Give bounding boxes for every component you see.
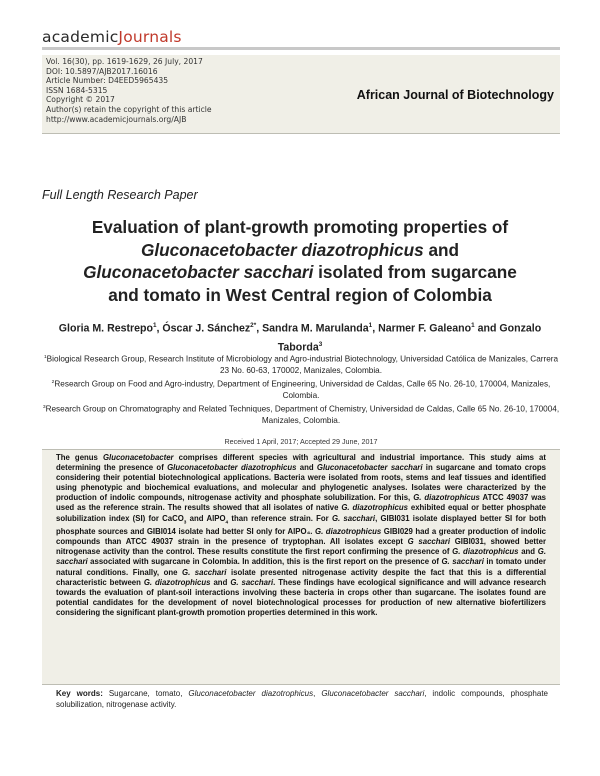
abstract-box	[42, 449, 560, 685]
title-line-3: Gluconacetobacter sacchari isolated from sugarcane	[83, 262, 517, 282]
paper-title	[40, 216, 560, 306]
abstract-text	[56, 453, 546, 618]
abstract-text: . These findings have ecological significance and will advance research towards the evaluation of plant-soil interactions involving these bacteria in crops other than sugarcane. The isolates found are potential candidates for the development of novel biotechnological processes for production of new alternative biofertilizers considering the significant plant-growth promotion properties determined in this work.	[56, 577, 546, 617]
keywords-text: ,	[313, 689, 322, 698]
abstract-species-name: G. sacchari	[331, 513, 376, 523]
author-separator: ,	[372, 322, 379, 335]
affiliation-text: Biological Research Group, Research Institute of Microbiology and Agro-industrial Biotechnology, Universidad Católica de Manizales, Carrera 23 No. 60-63, 170002, Manizales, Colombia.	[46, 354, 559, 376]
abstract-species-name: G. diazotrophicus	[341, 503, 408, 513]
author-name: Sandra M. Marulanda	[262, 322, 369, 335]
abstract-text: and	[518, 547, 538, 557]
abstract-subscript: 4	[225, 519, 229, 525]
header-divider	[42, 47, 560, 50]
abstract-text: and	[296, 463, 317, 473]
title-line-4: and tomato in West Central region of Colombia	[108, 284, 492, 305]
meta-article-number: Article Number: D4EED5965435	[46, 76, 169, 86]
abstract-text: and	[210, 577, 231, 587]
author-name: Óscar J. Sánchez	[162, 322, 251, 335]
meta-doi: DOI: 10.5897/AJB2017.16016	[46, 66, 158, 76]
affiliation-item	[42, 377, 560, 401]
title-species-1: Gluconacetobacter diazotrophicus	[140, 239, 424, 260]
author-name: Gonzalo Taborda	[277, 322, 542, 354]
abstract-species-name: G. sacchari	[182, 567, 227, 577]
abstract-text: GIBI031, showed better nitrogenase activity than the control. These results constitute the first report confirming the presence of	[56, 537, 546, 557]
affiliation-number: 1	[43, 355, 47, 360]
abstract-text: associated with sugarcane in Colombia. In addition, this is the first report on the presence of	[87, 557, 442, 567]
author-separator: ,	[256, 322, 263, 335]
abstract-text: isolate presented nitrogenase activity despite the fact that this is a differential characteristic between	[56, 567, 547, 587]
publisher-logo-part2: Journals	[118, 28, 182, 46]
author-separator: ,	[156, 322, 163, 335]
keywords	[56, 689, 548, 710]
affiliation-item	[42, 402, 560, 426]
received-accepted-dates: Received 1 April, 2017; Accepted 29 June, 2017	[224, 437, 378, 446]
meta-author-rights: Author(s) retain the copyright of this article	[46, 104, 212, 114]
author-affiliation-marker: 2*	[250, 322, 257, 329]
abstract-text: ATCC 49037 was used as the reference strain. The results showed that all isolates of native	[56, 493, 546, 513]
author-affiliation-marker: 1	[368, 322, 373, 329]
abstract-species-name: G. sacchari	[230, 577, 274, 587]
abstract-species-name: Gluconacetobacter diazotrophicus	[167, 463, 297, 473]
author-affiliation-marker: 1	[471, 322, 475, 329]
title-line-1: Evaluation of plant-growth promoting properties of	[91, 217, 509, 237]
author-affiliation-marker: 1	[152, 322, 157, 329]
keywords-species-name: Gluconacetobacter diazotrophicus	[188, 689, 314, 698]
abstract-species-name: G sacchari	[407, 537, 451, 547]
author-name: Narmer F. Galeano	[378, 322, 472, 335]
abstract-species-name: G. sacchari	[441, 557, 484, 567]
meta-url: http://www.academicjournals.org/AJB	[46, 114, 187, 124]
meta-volume: Vol. 16(30), pp. 1619-1629, 26 July, 2017	[46, 57, 203, 66]
abstract-text: The genus	[56, 453, 103, 462]
author-affiliation-marker: 3	[318, 340, 323, 348]
keywords-text: Sugarcane, tomato,	[102, 689, 189, 698]
abstract-text: comprises different species with agricultural and industrial importance. This study aims at determining the presence of	[56, 453, 546, 473]
abstract-subscript: 3	[183, 519, 187, 525]
abstract-species-name: Gluconacetobacter sacchari	[316, 463, 423, 473]
author-list	[40, 318, 560, 355]
meta-copyright: Copyright © 2017	[46, 95, 115, 105]
abstract-species-name: G. diazotrophicus	[413, 493, 480, 503]
abstract-text: in tomato under natural conditions. Finally, one	[56, 557, 546, 577]
affiliation-list	[42, 352, 560, 426]
abstract-text: in sugarcane and tomato crops considering their potential biotechnological applications. Bacteria were isolated from roots, stems and leaf tissues and identified using phenotypic and biochemical evaluations, and molecular and phylogenetic analyses. Isolates were characterized by the production of indolic compounds, nitrogenase activity and phosphate solubilization. For this,	[56, 463, 546, 503]
publisher-logo	[42, 28, 182, 47]
abstract-text: , GIBI031 isolate displayed better SI for both phosphate sources and GIBI014 isolate had better SI only for AlPO₄.	[56, 513, 547, 537]
author-separator: and	[474, 322, 500, 335]
affiliation-number: 2	[51, 379, 55, 385]
title-line-2: Gluconacetobacter diazotrophicus and	[140, 239, 460, 260]
journal-name: African Journal of Biotechnology	[356, 88, 554, 102]
article-meta-box	[42, 55, 560, 134]
title-species-2: Gluconacetobacter sacchari	[83, 262, 314, 282]
abstract-species-name: G. diazotrophicus	[143, 577, 211, 587]
meta-issn: ISSN 1684-5315	[46, 85, 108, 95]
affiliation-number: 3	[42, 404, 46, 410]
abstract-text: exhibited equal or better phosphate solubilization index (SI) for CaCO	[56, 503, 546, 523]
abstract-text: and AlPO	[186, 513, 226, 523]
keywords-label: Key words:	[56, 689, 103, 698]
abstract-species-name: G. sacchari	[56, 547, 546, 567]
affiliation-text: Research Group on Chromatography and Related Techniques, Department of Chemistry, Universidad de Caldas, Calle 65 No. 26-10, 170004, Manizales, Colombia.	[45, 404, 560, 425]
keywords-species-name: Gluconacetobacter sacchari	[321, 689, 425, 698]
author-name: Gloria M. Restrepo	[58, 322, 153, 335]
affiliation-text: Research Group on Food and Agro-industry, Department of Engineering, Universidad de Caldas, Calle 65 No. 26-10, 170004, Manizales, Colombia.	[54, 379, 551, 400]
article-meta-lines	[46, 57, 212, 124]
affiliation-item	[42, 352, 560, 376]
publisher-logo-part1: academic	[42, 28, 119, 46]
abstract-text: than reference strain. For	[228, 513, 332, 523]
abstract-species-name: G. diazotrophicus	[452, 547, 519, 557]
abstract-species-name: Gluconacetobacter	[102, 453, 174, 462]
keywords-text: , indolic compounds, phosphate solubilization, nitrogenase activity.	[56, 689, 548, 709]
abstract-species-name: G. diazotrophicus	[315, 527, 382, 537]
article-type: Full Length Research Paper	[42, 188, 198, 202]
abstract-text: GIBI029 had a greater production of indolic compounds than ATCC 49037 strain in the presence of tryptophan. All isolates except	[56, 527, 547, 547]
